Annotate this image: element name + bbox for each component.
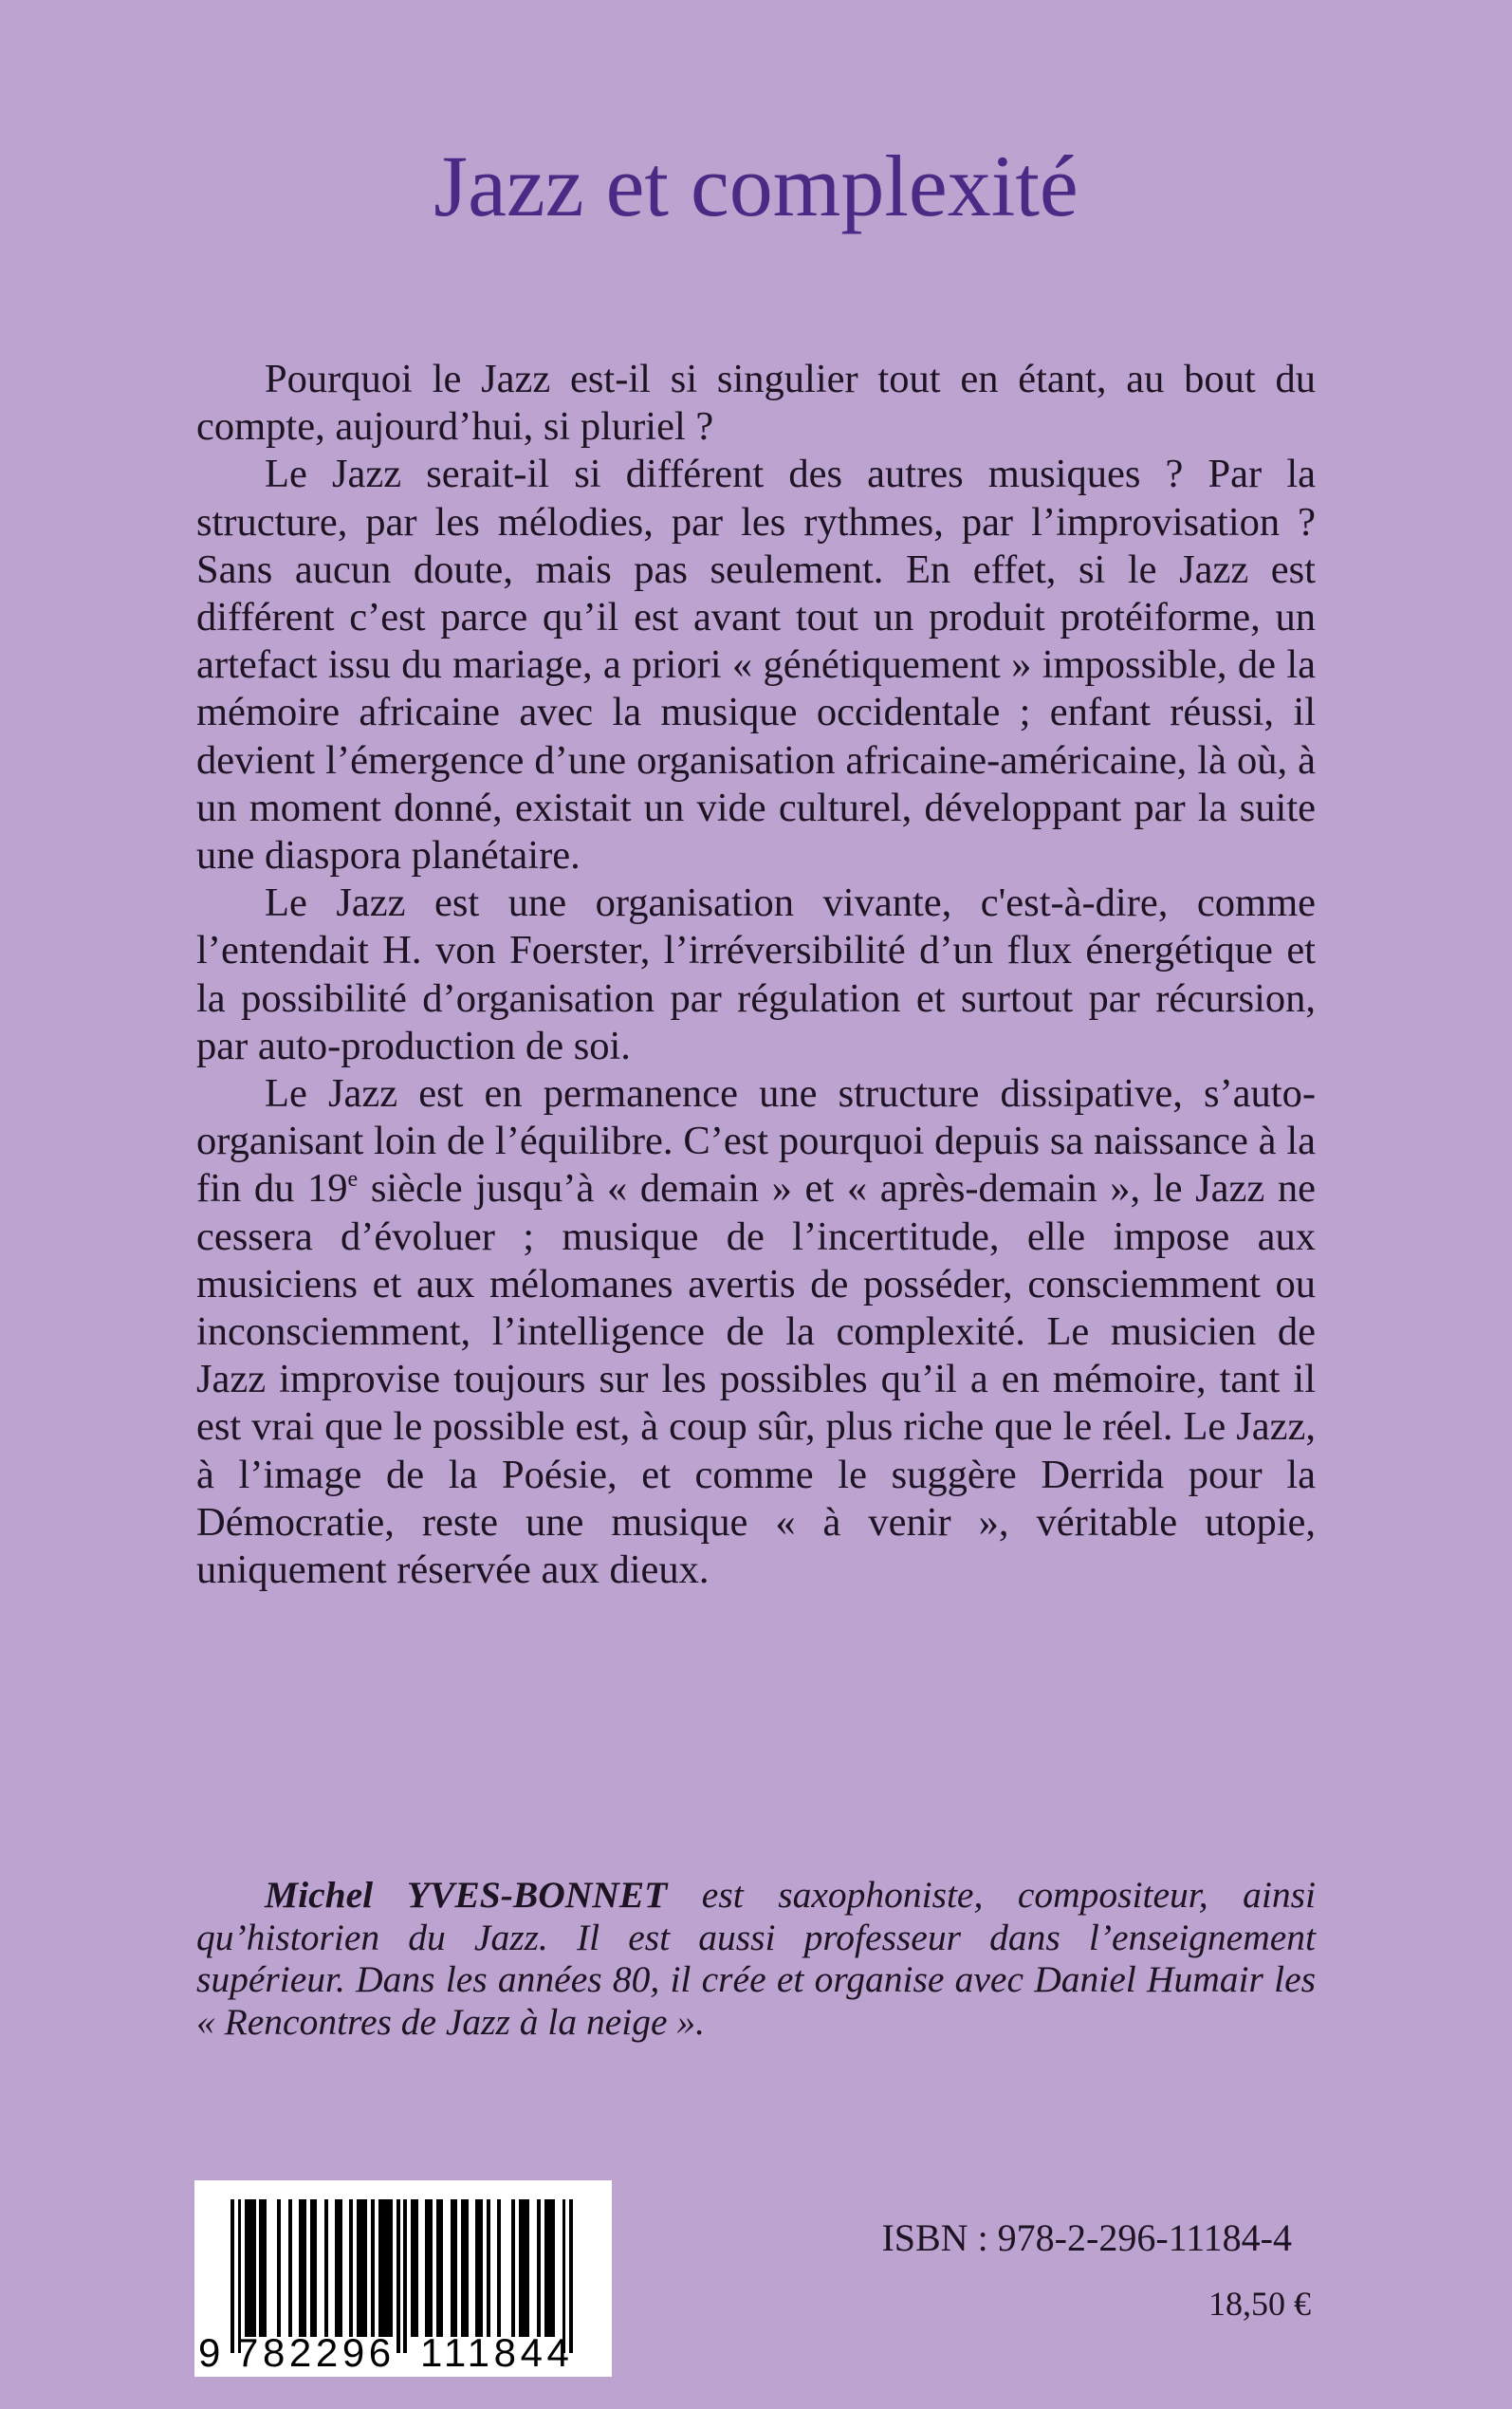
- paragraph-2: Le Jazz serait-il si différent des autres musiques ? Par la structure, par les mélodies, par les rythmes, par l’improvisation ? Sans aucun doute, mais pas seulement. En effet, si le Jazz est différent c’est parce qu’il est avant tout un produit protéiforme, un artefact issu du mariage, a priori « génétiquement » impossible, de la mémoire africaine avec la musique occidentale ; enfant réussi, il devient l’émergence d’une organisation africaine-américaine, là où, à un moment donné, existait un vide culturel, développant par la suite une diaspora planétaire.: [196, 452, 1316, 879]
- barcode-first-digit: 9: [198, 2330, 221, 2375]
- author-name: Michel YVES-BONNET: [265, 1874, 668, 1916]
- superscript-e: e: [347, 1167, 359, 1193]
- barcode-bar-25: [519, 2199, 529, 2337]
- barcode-right-digits: 111844: [420, 2330, 574, 2375]
- barcode-bar-12: [371, 2199, 375, 2337]
- barcode-bar-18: [436, 2199, 444, 2337]
- back-cover-text: [196, 356, 1316, 1594]
- paragraph-1: Pourquoi le Jazz est-il si singulier tout en étant, au bout du compte, aujourd’hui, si pluriel ?: [196, 357, 1316, 450]
- barcode-bar-0: [230, 2199, 234, 2353]
- isbn-label: ISBN : 978-2-296-11184-4: [881, 2216, 1292, 2259]
- paragraph-3: Le Jazz est une organisation vivante, c'est-à-dire, comme l’entendait H. von Foerster, l’irréversibilité d’un flux énergétique et la possibilité d’organisation par régulation et surtout par récursion, par auto-production de soi.: [196, 880, 1316, 1068]
- barcode-bar-17: [425, 2199, 433, 2337]
- paragraph-4-part-1: Le Jazz est en permanence une structure dissipative, s’auto-organisant loin de l’équilibre. C’est pourquoi depuis sa naissance à la fin du 19: [196, 1071, 1316, 1212]
- barcode-bar-6: [299, 2199, 306, 2337]
- barcode-bar-8: [324, 2199, 328, 2337]
- barcode-bars: [219, 2199, 602, 2337]
- barcode-bar-4: [277, 2199, 281, 2337]
- barcode-bar-26: [537, 2199, 541, 2337]
- barcode-bar-24: [511, 2199, 515, 2337]
- barcode-bar-13: [378, 2199, 393, 2337]
- barcode-digits: [194, 2332, 612, 2374]
- paragraph-4-part-2: siècle jusqu’à « demain » et « après-demain », le Jazz ne cessera d’évoluer ; musique de l’incertitude, elle impose aux musiciens et aux mélomanes avertis de posséder, consciemment ou inconsciemment, l’intelligence de la complexité. Le musicien de Jazz improvise toujours sur les possibles qu’il a en mémoire, tant il est vrai que le possible est, à coup sûr, plus riche que le réel. Le Jazz, à l’image de la Poésie, et comme le suggère Derrida pour la Démocratie, reste une musique « à venir », véritable utopie, uniquement réservée aux dieux.: [196, 1166, 1317, 1593]
- barcode-bar-5: [288, 2199, 292, 2337]
- author-bio: [196, 1874, 1316, 2043]
- barcode-bar-9: [335, 2199, 342, 2337]
- barcode-bar-2: [245, 2199, 255, 2337]
- barcode-bar-27: [544, 2199, 555, 2337]
- barcode-bar-15: [403, 2199, 407, 2353]
- barcode-bar-16: [411, 2199, 418, 2337]
- barcode-bar-3: [259, 2199, 267, 2337]
- barcode-bar-11: [357, 2199, 367, 2337]
- barcode-bar-19: [451, 2199, 458, 2337]
- barcode-bar-22: [487, 2199, 490, 2337]
- barcode-bar-7: [310, 2199, 318, 2337]
- price-label: 18,50 €: [1208, 2285, 1311, 2323]
- book-title: Jazz et complexité: [433, 138, 1079, 234]
- barcode-bar-20: [461, 2199, 469, 2337]
- author-bio-text: est saxophoniste, compositeur, ainsi qu’historien du Jazz. Il est aussi professeur dans l’enseignement supérieur. Dans les années 80, il crée et organise avec Daniel Humair les « Rencontres de Jazz à la neige ».: [196, 1874, 1316, 2043]
- barcode-bar-23: [497, 2199, 501, 2337]
- barcode-bar-21: [475, 2199, 483, 2337]
- barcode-bar-10: [349, 2199, 353, 2337]
- barcode: [194, 2180, 612, 2377]
- paragraph-4: [196, 1070, 1316, 1594]
- barcode-left-digits: 782296: [236, 2330, 396, 2375]
- barcode-bar-14: [396, 2199, 400, 2353]
